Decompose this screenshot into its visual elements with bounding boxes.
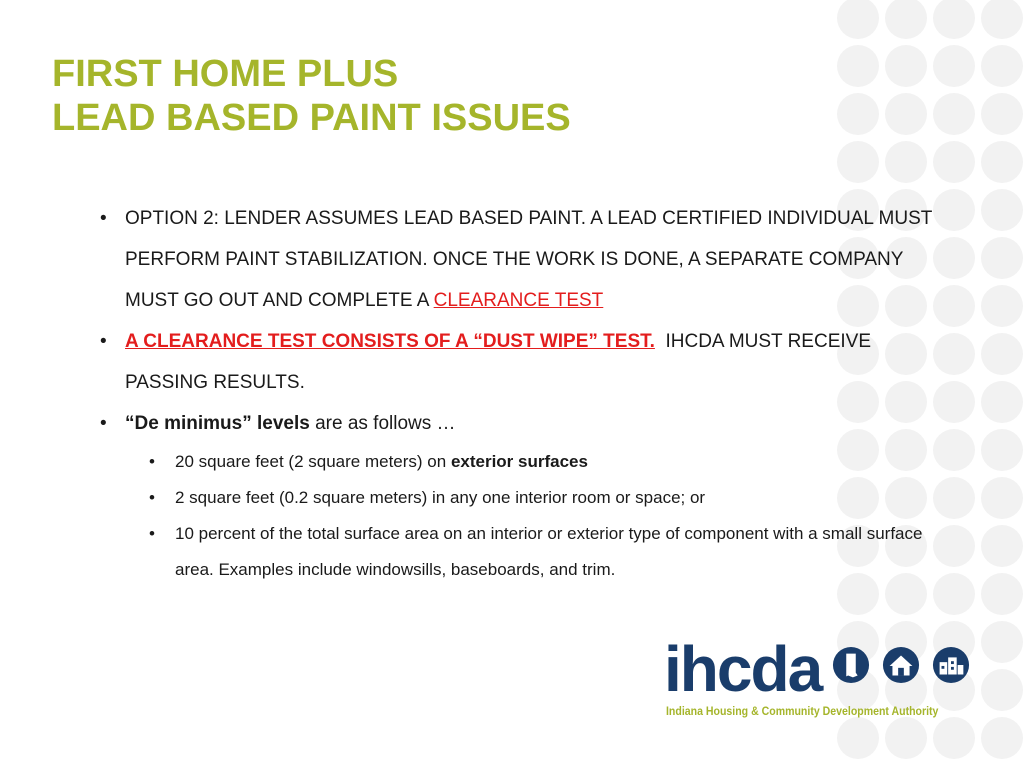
decorative-dot bbox=[981, 429, 1023, 471]
sub-bullet-marker: • bbox=[149, 488, 155, 507]
title-line-2: LEAD BASED PAINT ISSUES bbox=[52, 97, 571, 139]
decorative-dot bbox=[885, 0, 927, 39]
decorative-dot bbox=[981, 0, 1023, 39]
sub-bullet-text: 20 square feet (2 square meters) on bbox=[175, 452, 451, 471]
decorative-dot bbox=[981, 141, 1023, 183]
bullet-clearance-test bbox=[100, 321, 940, 403]
sub-bullet-ten-percent bbox=[145, 516, 940, 588]
bullet-marker: • bbox=[100, 208, 107, 229]
decorative-dot bbox=[981, 717, 1023, 759]
decorative-dot bbox=[981, 45, 1023, 87]
decorative-dot bbox=[981, 381, 1023, 423]
sub-bullet-marker: • bbox=[149, 452, 155, 471]
clearance-test-highlight: A CLEARANCE TEST CONSISTS OF A “DUST WIPE” TEST. bbox=[125, 331, 655, 352]
title-line-1: FIRST HOME PLUS bbox=[52, 53, 399, 95]
bullet-marker: • bbox=[100, 413, 107, 434]
decorative-dot bbox=[981, 333, 1023, 375]
decorative-dot bbox=[885, 93, 927, 135]
decorative-dot bbox=[981, 477, 1023, 519]
decorative-dot bbox=[933, 45, 975, 87]
bullet-de-minimus bbox=[100, 403, 940, 444]
decorative-dot bbox=[933, 0, 975, 39]
decorative-dot bbox=[933, 93, 975, 135]
logo-tagline: Indiana Housing & Community Development Authority bbox=[666, 704, 939, 718]
decorative-dot bbox=[837, 0, 879, 39]
house-icon bbox=[882, 646, 920, 684]
slide-title bbox=[52, 52, 571, 140]
decorative-dot bbox=[981, 669, 1023, 711]
clearance-test-link[interactable]: CLEARANCE TEST bbox=[433, 290, 604, 311]
community-buildings-icon bbox=[932, 646, 970, 684]
option-2-text: OPTION 2: LENDER ASSUMES LEAD BASED PAINT. A LEAD CERTIFIED INDIVIDUAL MUST PERFORM PAINT STABILIZATION. ONCE THE WORK IS DONE, A SEPARATE COMPANY MUST GO OUT AND COMPLETE A bbox=[125, 208, 933, 311]
bullet-marker: • bbox=[100, 331, 107, 352]
decorative-dot bbox=[981, 621, 1023, 663]
decorative-dot bbox=[981, 93, 1023, 135]
decorative-dot bbox=[981, 573, 1023, 615]
indiana-state-icon bbox=[832, 646, 870, 684]
decorative-dot bbox=[981, 189, 1023, 231]
decorative-dot bbox=[981, 237, 1023, 279]
bullet-list bbox=[100, 198, 940, 588]
ihcda-logo bbox=[664, 633, 976, 724]
sub-bullet-text: 2 square feet (0.2 square meters) in any one interior room or space; or bbox=[175, 488, 706, 507]
decorative-dot bbox=[933, 141, 975, 183]
de-minimus-label: “De minimus” levels bbox=[125, 413, 310, 434]
decorative-dot bbox=[981, 285, 1023, 327]
decorative-dot bbox=[885, 141, 927, 183]
decorative-dot bbox=[981, 525, 1023, 567]
clearance-test-text: IHCDA MUST RECEIVE PASSING RESULTS. bbox=[125, 331, 877, 393]
sub-bullet-text: 10 percent of the total surface area on an interior or exterior type of component with a small surface area. Examples include windowsills, baseboards, and trim. bbox=[175, 524, 923, 579]
logo-wordmark: ihcda bbox=[664, 633, 822, 705]
sub-bullet-interior bbox=[145, 480, 940, 516]
decorative-dot bbox=[837, 141, 879, 183]
exterior-surfaces-label: exterior surfaces bbox=[450, 452, 588, 471]
sub-bullet-marker: • bbox=[149, 524, 155, 543]
decorative-dot bbox=[837, 93, 879, 135]
sub-bullet-exterior bbox=[145, 444, 940, 480]
bullet-option-2 bbox=[100, 198, 940, 321]
decorative-dot bbox=[885, 45, 927, 87]
de-minimus-text: are as follows … bbox=[309, 413, 456, 434]
decorative-dot bbox=[837, 45, 879, 87]
